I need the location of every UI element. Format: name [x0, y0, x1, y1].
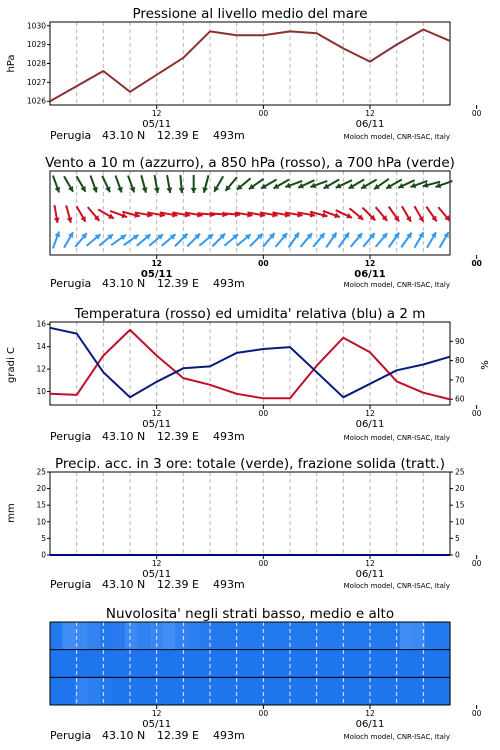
chart-title: Nuvolosita' negli strati basso, medio e alto	[105, 606, 395, 622]
cloud-cell	[163, 622, 176, 650]
wind-arrow	[225, 177, 237, 191]
wind-arrow	[263, 233, 275, 247]
cloud-cell	[313, 622, 326, 650]
y-tick-label: 12	[36, 364, 46, 374]
wind-arrow	[376, 233, 388, 247]
cloud-cell	[225, 622, 238, 650]
x-tick-label: 00	[471, 259, 482, 268]
y-tick-label: 0	[41, 550, 46, 560]
wind-arrow	[77, 206, 86, 222]
wind-arrow	[426, 207, 436, 222]
wind-arrow	[54, 205, 60, 223]
location-field: 493m	[213, 277, 245, 290]
y-tick-label: 5	[41, 533, 46, 543]
wind-head	[191, 188, 197, 193]
location-field: 12.39 E	[157, 578, 199, 591]
y2-tick-label: 0	[455, 550, 460, 560]
cloud-cell	[238, 622, 251, 650]
wind-arrow	[141, 175, 147, 192]
wind-arrow	[187, 234, 200, 247]
wind-arrow	[402, 206, 411, 222]
temperature-line	[50, 330, 450, 400]
wind-arrow	[88, 207, 100, 221]
wind-arrow	[363, 208, 376, 221]
cloud-cell	[238, 677, 251, 705]
location-field: Perugia	[50, 729, 92, 742]
y2-tick-label: 5	[455, 533, 460, 543]
y-tick-label: 1029	[26, 40, 46, 50]
x-tick-label: 12	[151, 559, 162, 568]
wind-arrow	[237, 234, 251, 246]
y-axis-label: gradi C	[6, 347, 17, 383]
cloud-cell	[113, 622, 126, 650]
location-field: 493m	[213, 129, 245, 142]
location-field: Perugia	[50, 430, 92, 443]
y2-tick-label: 90	[455, 336, 465, 346]
y2-axis-label: %	[480, 360, 491, 370]
y2-tick-label: 20	[455, 484, 465, 494]
wind-arrow	[162, 234, 176, 246]
wind-arrow	[401, 233, 411, 248]
wind-arrow	[149, 234, 163, 246]
cloud-cell	[275, 622, 288, 650]
cloud-cell	[338, 622, 351, 650]
x-tick-label: 12	[365, 109, 375, 118]
cloud-cell	[325, 677, 338, 705]
cloud-cell	[288, 622, 301, 650]
cloud-cell	[350, 650, 363, 678]
cloud-cell	[225, 677, 238, 705]
cloud-cell	[213, 677, 226, 705]
wind-arrow	[276, 233, 288, 247]
cloud-cell	[63, 677, 76, 705]
y-tick-label: 1026	[26, 96, 46, 106]
date-label: 05/11	[142, 719, 172, 730]
x-tick-label: 00	[258, 409, 269, 418]
cloud-cell	[288, 650, 301, 678]
x-tick-label: 00	[258, 109, 269, 118]
x-tick-label: 12	[151, 709, 162, 718]
wind-arrow	[212, 234, 225, 247]
location-line	[50, 129, 245, 142]
wind-arrow	[116, 176, 123, 193]
cloud-cell	[388, 622, 401, 650]
wind-arrow	[438, 207, 450, 221]
wind-arrow	[166, 175, 172, 193]
pressure-panel	[6, 6, 482, 142]
plot-frame	[50, 472, 450, 555]
cloud-cell	[400, 650, 413, 678]
location-line	[50, 430, 245, 443]
chart-title: Vento a 10 m (azzurro), a 850 hPa (rosso), a 700 hPa (verde)	[45, 155, 455, 171]
y2-tick-label: 25	[455, 467, 465, 477]
cloud-cell	[188, 677, 201, 705]
cloud-cell	[225, 650, 238, 678]
y-tick-label: 14	[36, 342, 46, 352]
y-tick-label: 10	[36, 517, 46, 527]
date-label: 06/11	[355, 119, 385, 130]
x-tick-label: 12	[365, 409, 375, 418]
y2-tick-label: 10	[455, 517, 465, 527]
temperature-panel	[6, 306, 491, 443]
location-field: Perugia	[50, 129, 92, 142]
wind-arrow	[53, 176, 60, 193]
cloud-cell	[238, 650, 251, 678]
pressure-line	[50, 30, 450, 102]
cloud-cell	[100, 622, 113, 650]
y2-tick-label: 80	[455, 356, 465, 366]
location-field: 12.39 E	[157, 430, 199, 443]
cloud-panel	[50, 606, 482, 742]
x-tick-label: 00	[258, 709, 269, 718]
wind-arrow	[99, 234, 113, 246]
cloud-cell	[188, 622, 201, 650]
wind-arrow	[202, 175, 208, 192]
wind-arrow	[389, 233, 399, 248]
cloud-cell	[388, 650, 401, 678]
cloud-cell	[338, 650, 351, 678]
cloud-cell	[88, 650, 101, 678]
wind-arrow	[214, 176, 223, 192]
cloud-cell	[113, 650, 126, 678]
cloud-cell	[288, 677, 301, 705]
cloud-cell	[338, 677, 351, 705]
location-field: 493m	[213, 430, 245, 443]
wind-arrow	[102, 176, 110, 192]
y-tick-label: 1030	[26, 21, 46, 31]
cloud-cell	[363, 650, 376, 678]
x-tick-label: 00	[471, 409, 482, 418]
chart-title: Pressione al livello medio del mare	[132, 6, 368, 22]
location-field: 493m	[213, 729, 245, 742]
cloud-cell	[50, 622, 63, 650]
wind-arrow	[313, 233, 325, 247]
wind-arrow	[301, 233, 313, 247]
x-tick-label: 12	[151, 109, 162, 118]
humidity-line	[50, 328, 450, 398]
cloud-cell	[100, 677, 113, 705]
x-tick-label: 00	[258, 259, 269, 268]
date-label: 06/11	[354, 269, 386, 280]
x-tick-label: 12	[365, 559, 375, 568]
wind-arrow	[237, 178, 251, 190]
cloud-cell	[50, 650, 63, 678]
cloud-cell	[350, 677, 363, 705]
cloud-cell	[163, 650, 176, 678]
wind-panel	[45, 155, 482, 290]
cloud-cell	[138, 677, 151, 705]
wind-arrow	[376, 207, 388, 221]
wind-arrow	[66, 205, 72, 222]
x-tick-label: 00	[471, 559, 482, 568]
cloud-cell	[125, 677, 138, 705]
wind-arrow	[199, 234, 213, 246]
x-tick-label: 00	[258, 559, 269, 568]
cloud-cell	[388, 677, 401, 705]
y-tick-label: 25	[36, 467, 46, 477]
wind-arrow	[77, 176, 86, 192]
cloud-cell	[400, 622, 413, 650]
cloud-cell	[375, 650, 388, 678]
cloud-cell	[213, 650, 226, 678]
location-field: 43.10 N	[102, 578, 146, 591]
y-axis-label: hPa	[6, 54, 17, 73]
cloud-cell	[425, 677, 438, 705]
date-label: 06/11	[355, 719, 385, 730]
location-field: 43.10 N	[102, 430, 146, 443]
wind-arrow	[250, 234, 263, 247]
cloud-cell	[175, 650, 188, 678]
wind-arrow	[124, 235, 139, 245]
cloud-cell	[113, 677, 126, 705]
date-label: 05/11	[142, 119, 172, 130]
y-tick-label: 16	[36, 319, 46, 329]
cloud-cell	[263, 650, 276, 678]
cloud-cell	[375, 677, 388, 705]
y2-tick-label: 60	[455, 394, 465, 404]
y-tick-label: 10	[36, 387, 46, 397]
wind-arrow	[90, 176, 97, 193]
cloud-cell	[363, 677, 376, 705]
y-tick-label: 20	[36, 484, 46, 494]
plot-frame	[50, 322, 450, 405]
date-label: 05/11	[140, 269, 173, 280]
cloud-cell	[213, 622, 226, 650]
wind-arrow	[137, 234, 151, 246]
cloud-cell	[175, 677, 188, 705]
wind-arrow	[191, 175, 197, 193]
cloud-cell	[50, 677, 63, 705]
location-field: 12.39 E	[157, 729, 199, 742]
cloud-cell	[300, 622, 313, 650]
date-label: 05/11	[142, 419, 172, 430]
location-field: 43.10 N	[102, 129, 146, 142]
model-credit: Moloch model, CNR-ISAC, Italy	[343, 733, 450, 741]
cloud-cell	[363, 622, 376, 650]
cloud-cell	[88, 677, 101, 705]
location-field: Perugia	[50, 277, 92, 290]
y-tick-label: 1028	[26, 59, 46, 68]
date-label: 06/11	[355, 419, 385, 430]
cloud-cell	[275, 677, 288, 705]
x-tick-label: 12	[365, 709, 375, 718]
x-tick-label: 00	[471, 709, 482, 718]
y2-tick-label: 15	[455, 500, 465, 510]
cloud-cell	[438, 650, 451, 678]
chart-title: Temperatura (rosso) ed umidita' relativa (blu) a 2 m	[74, 306, 426, 322]
wind-arrow	[427, 232, 436, 248]
location-field: 43.10 N	[102, 277, 146, 290]
model-credit: Moloch model, CNR-ISAC, Italy	[343, 133, 450, 141]
cloud-cell	[325, 622, 338, 650]
x-tick-label: 12	[364, 259, 376, 268]
wind-arrow	[414, 232, 423, 248]
wind-arrow	[414, 206, 423, 222]
date-label: 05/11	[142, 569, 172, 580]
x-tick-label: 12	[151, 259, 162, 268]
wind-arrow	[87, 234, 101, 246]
location-field: 43.10 N	[102, 729, 146, 742]
wind-arrow	[179, 175, 185, 193]
cloud-cell	[313, 650, 326, 678]
cloud-cell	[200, 650, 213, 678]
cloud-cell	[125, 622, 138, 650]
cloud-cell	[200, 622, 213, 650]
cloud-cell	[138, 622, 151, 650]
cloud-cell	[350, 622, 363, 650]
y-tick-label: 1027	[26, 77, 46, 87]
precipitation-panel	[6, 456, 482, 591]
cloud-cell	[263, 622, 276, 650]
x-tick-label: 00	[471, 109, 482, 118]
location-field: 12.39 E	[157, 277, 199, 290]
wind-arrow	[154, 175, 160, 193]
cloud-cell	[88, 622, 101, 650]
cloud-cell	[163, 677, 176, 705]
wind-arrow	[440, 232, 449, 248]
wind-arrow	[224, 234, 238, 246]
cloud-cell	[263, 677, 276, 705]
y-axis-label: mm	[6, 503, 17, 523]
cloud-cell	[138, 650, 151, 678]
wind-arrow	[351, 233, 363, 247]
chart-title: Precip. acc. in 3 ore: totale (verde), frazione solida (tratt.)	[55, 456, 445, 472]
cloud-cell	[313, 677, 326, 705]
cloud-cell	[425, 650, 438, 678]
date-label: 06/11	[355, 569, 385, 580]
cloud-cell	[100, 650, 113, 678]
cloud-cell	[63, 622, 76, 650]
cloud-cell	[125, 650, 138, 678]
wind-arrow	[389, 207, 399, 222]
wind-arrow	[111, 235, 126, 245]
cloud-cell	[250, 650, 263, 678]
y2-tick-label: 70	[455, 375, 465, 385]
cloud-cell	[325, 650, 338, 678]
location-line	[50, 729, 245, 742]
wind-arrow	[339, 233, 349, 248]
cloud-cell	[438, 622, 451, 650]
cloud-cell	[438, 677, 451, 705]
wind-arrow	[363, 233, 375, 247]
x-tick-label: 12	[151, 409, 162, 418]
cloud-cell	[400, 677, 413, 705]
cloud-cell	[300, 650, 313, 678]
cloud-cell	[300, 677, 313, 705]
model-credit: Moloch model, CNR-ISAC, Italy	[343, 281, 450, 289]
wind-arrow	[128, 176, 135, 193]
location-field: Perugia	[50, 578, 92, 591]
y-tick-label: 15	[36, 500, 46, 510]
cloud-cell	[425, 622, 438, 650]
wind-arrow	[326, 233, 336, 248]
location-field: 493m	[213, 578, 245, 591]
wind-arrow	[53, 232, 60, 249]
model-credit: Moloch model, CNR-ISAC, Italy	[343, 434, 450, 442]
cloud-cell	[188, 650, 201, 678]
location-field: 12.39 E	[157, 129, 199, 142]
cloud-cell	[175, 622, 188, 650]
cloud-cell	[275, 650, 288, 678]
cloud-cell	[63, 650, 76, 678]
cloud-cell	[375, 622, 388, 650]
wind-arrow	[175, 234, 188, 247]
cloud-cell	[250, 622, 263, 650]
cloud-cell	[200, 677, 213, 705]
cloud-cell	[250, 677, 263, 705]
wind-arrow	[64, 176, 73, 192]
wind-arrow	[64, 232, 73, 248]
model-credit: Moloch model, CNR-ISAC, Italy	[343, 582, 450, 590]
